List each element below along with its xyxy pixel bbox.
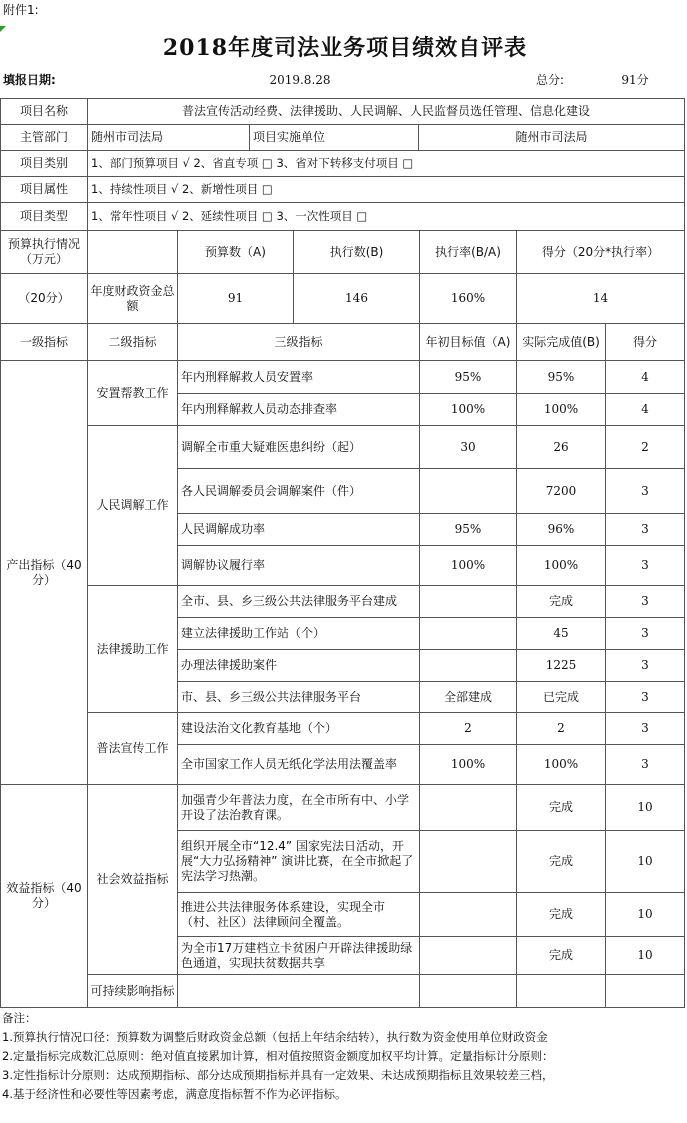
fill-date-value: 2019.8.28: [269, 72, 331, 87]
attachment-label: 附件1:: [3, 2, 39, 17]
score-value: 3: [605, 649, 685, 682]
budget-score-label: （20分）: [0, 273, 88, 324]
actual-value: 100%: [516, 393, 606, 426]
indicator-name: 为全市17万建档立卡贫困户开辟法律援助绿色通道，实现扶贫数据共享: [177, 936, 420, 975]
target-value: 95%: [419, 513, 517, 546]
actual-value: 100%: [516, 545, 606, 586]
group-label: 安置帮教工作: [87, 360, 178, 426]
sustain-blank: [177, 974, 420, 1008]
header-level2: 二级指标: [87, 323, 178, 361]
project-name-label: 项目名称: [0, 98, 88, 125]
target-value: 2: [419, 712, 517, 745]
target-value: 100%: [419, 545, 517, 586]
target-value: [419, 617, 517, 650]
score-value: 2: [605, 425, 685, 469]
score-value: 3: [605, 617, 685, 650]
target-value: 100%: [419, 744, 517, 785]
sustain-blank: [419, 974, 517, 1008]
actual-value: 完成: [516, 830, 606, 893]
indicator-name: 市、县、乡三级公共法律服务平台: [177, 681, 420, 713]
sustain-label: 可持续影响指标: [87, 974, 178, 1008]
indicator-name: 年内刑释解救人员动态排查率: [177, 393, 420, 426]
cell-marker-icon: [0, 26, 6, 32]
actual-value: 96%: [516, 513, 606, 546]
actual-value: 2: [516, 712, 606, 745]
output-indicator-label: 产出指标（40分）: [0, 360, 88, 785]
actual-value: 1225: [516, 649, 606, 682]
note-line: 4.基于经济性和必要性等因素考虑，满意度指标暂不作为必评指标。: [2, 1087, 347, 1101]
score-value: 3: [605, 513, 685, 546]
budget-value-b: 146: [293, 273, 420, 324]
category-value: 1、部门预算项目 √ 2、省直专项 □ 3、省对下转移支付项目 □: [87, 150, 685, 177]
target-value: [419, 784, 517, 831]
budget-value-rate: 160%: [419, 273, 517, 324]
header-level3: 三级指标: [177, 323, 420, 361]
indicator-name: 调解全市重大疑难医患纠纷（起）: [177, 425, 420, 469]
budget-row-label: 年度财政资金总额: [87, 273, 178, 324]
total-score-value: 91分: [621, 72, 649, 87]
group-label: 普法宣传工作: [87, 712, 178, 785]
fill-date-label: 填报日期:: [3, 72, 56, 87]
type-value: 1、常年性项目 √ 2、延续性项目 □ 3、一次性项目 □: [87, 202, 685, 231]
budget-value-a: 91: [177, 273, 294, 324]
indicator-name: 全市国家工作人员无纸化学法用法覆盖率: [177, 744, 420, 785]
target-value: [419, 936, 517, 975]
benefit-indicator-label: 效益指标（40分）: [0, 784, 88, 1008]
score-value: 4: [605, 360, 685, 394]
sustain-blank: [516, 974, 606, 1008]
actual-value: 26: [516, 425, 606, 469]
indicator-name: 建立法律援助工作站（个）: [177, 617, 420, 650]
notes-label: 备注：: [2, 1011, 37, 1025]
actual-value: 已完成: [516, 681, 606, 713]
dept-value: 随州市司法局: [87, 124, 250, 151]
page-title: 2018年度司法业务项目绩效自评表: [162, 34, 528, 61]
actual-value: 完成: [516, 936, 606, 975]
actual-value: 45: [516, 617, 606, 650]
budget-value-score: 14: [516, 273, 685, 324]
score-value: 3: [605, 744, 685, 785]
indicator-name: 推进公共法律服务体系建设，实现全市（村、社区）法律顾问全覆盖。: [177, 892, 420, 937]
target-value: 100%: [419, 393, 517, 426]
score-value: 3: [605, 585, 685, 618]
group-label: 人民调解工作: [87, 425, 178, 586]
budget-label: 预算执行情况（万元）: [0, 230, 88, 274]
group-label: 法律援助工作: [87, 585, 178, 713]
attribute-value: 1、持续性项目 √ 2、新增性项目 □: [87, 176, 685, 203]
indicator-name: 调解协议履行率: [177, 545, 420, 586]
indicator-name: 各人民调解委员会调解案件（件）: [177, 468, 420, 514]
target-value: 30: [419, 425, 517, 469]
indicator-name: 建设法治文化教育基地（个）: [177, 712, 420, 745]
indicator-name: 加强青少年普法力度，在全市所有中、小学开设了法治教育课。: [177, 784, 420, 831]
sustain-blank: [605, 974, 685, 1008]
actual-value: 完成: [516, 784, 606, 831]
header-score: 得分: [605, 323, 685, 361]
score-value: 3: [605, 545, 685, 586]
actual-value: 7200: [516, 468, 606, 514]
actual-value: 完成: [516, 892, 606, 937]
budget-header-a: 预算数（A): [177, 230, 294, 274]
header-actual: 实际完成值(B): [516, 323, 606, 361]
note-line: 2.定量指标完成数汇总原则：绝对值直接累加计算，相对值按照资金额度加权平均计算。定量指标计分原则：: [2, 1049, 554, 1063]
actual-value: 完成: [516, 585, 606, 618]
target-value: [419, 892, 517, 937]
score-value: 10: [605, 784, 685, 831]
indicator-name: 年内刑释解救人员安置率: [177, 360, 420, 394]
indicator-name: 人民调解成功率: [177, 513, 420, 546]
score-value: 3: [605, 712, 685, 745]
score-value: 4: [605, 393, 685, 426]
project-name-value: 普法宣传活动经费、法律援助、人民调解、人民监督员选任管理、信息化建设: [87, 98, 685, 125]
actual-value: 100%: [516, 744, 606, 785]
note-line: 3.定性指标计分原则：达成预期指标、部分达成预期指标并具有一定效果、未达成预期指标且效果较差三档，: [2, 1068, 554, 1082]
target-value: 全部建成: [419, 681, 517, 713]
attribute-label: 项目属性: [0, 176, 88, 203]
note-line: 1.预算执行情况口径：预算数为调整后财政资金总额（包括上年结余结转），执行数为资金使用单位财政资金: [2, 1030, 548, 1044]
header-level1: 一级指标: [0, 323, 88, 361]
budget-header-b: 执行数(B): [293, 230, 420, 274]
dept-label: 主管部门: [0, 124, 88, 151]
total-score-label: 总分:: [535, 72, 565, 87]
target-value: [419, 649, 517, 682]
score-value: 10: [605, 830, 685, 893]
actual-value: 95%: [516, 360, 606, 394]
target-value: [419, 468, 517, 514]
social-benefit-label: 社会效益指标: [87, 784, 178, 975]
target-value: [419, 830, 517, 893]
target-value: [419, 585, 517, 618]
indicator-name: 办理法律援助案件: [177, 649, 420, 682]
indicator-name: 组织开展全市“12.4” 国家宪法日活动，开展“大力弘扬精神” 演讲比赛，在全市掀起了宪法学习热潮。: [177, 830, 420, 893]
budget-header-blank: [87, 230, 178, 274]
type-label: 项目类型: [0, 202, 88, 231]
impl-value: 随州市司法局: [418, 124, 685, 151]
target-value: 95%: [419, 360, 517, 394]
score-value: 3: [605, 468, 685, 514]
impl-label: 项目实施单位: [249, 124, 419, 151]
score-value: 10: [605, 892, 685, 937]
budget-header-rate: 执行率(B/A): [419, 230, 517, 274]
indicator-name: 全市、县、乡三级公共法律服务平台建成: [177, 585, 420, 618]
budget-header-score: 得分（20分*执行率）: [516, 230, 685, 274]
score-value: 10: [605, 936, 685, 975]
header-target: 年初目标值（A): [419, 323, 517, 361]
score-value: 3: [605, 681, 685, 713]
category-label: 项目类别: [0, 150, 88, 177]
